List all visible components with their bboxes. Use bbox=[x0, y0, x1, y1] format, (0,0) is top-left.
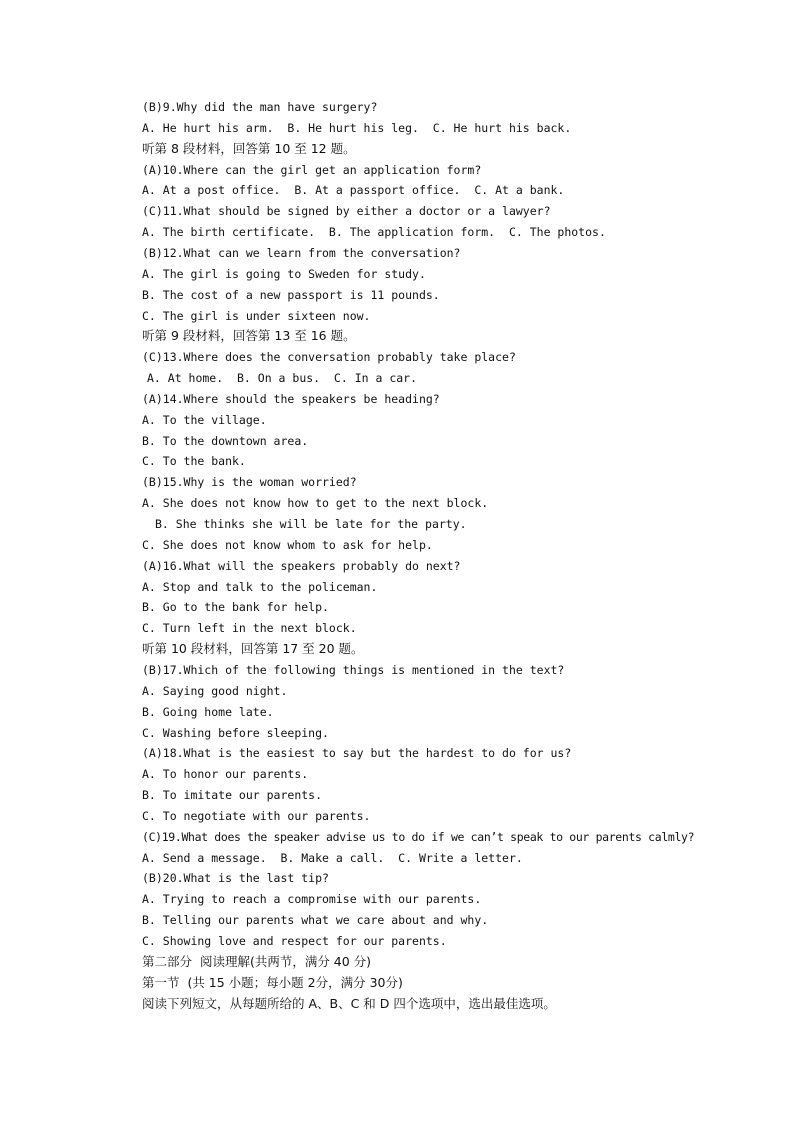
question-line: (C)19.What does the speaker advise us to do if we can’t speak to our parents calmly? bbox=[142, 829, 695, 844]
option-line: C. To the bank. bbox=[142, 454, 246, 469]
option-line: C. Showing love and respect for our parents. bbox=[142, 934, 447, 948]
option-line: A. The girl is going to Sweden for study. bbox=[142, 266, 426, 281]
option-line: A. He hurt his arm. B. He hurt his leg. C. He hurt his back. bbox=[142, 120, 572, 135]
question-line: (B)9.Why did the man have surgery? bbox=[142, 100, 378, 114]
option-line: A. To honor our parents. bbox=[142, 767, 309, 782]
option-line: A. Stop and talk to the policeman. bbox=[142, 579, 378, 594]
option-line: B. Going home late. bbox=[142, 704, 274, 719]
option-line: B. Telling our parents what we care about and why. bbox=[142, 913, 489, 928]
question-line: (B)20.What is the last tip? bbox=[142, 871, 329, 886]
section-heading: 第一节 (共 15 小题；每小题 2分，满分 30分) bbox=[142, 974, 403, 990]
option-line: A. To the village. bbox=[142, 412, 267, 427]
option-line: A. At home. B. On a bus. C. In a car. bbox=[147, 371, 418, 386]
section-heading: 听第 8 段材料，回答第 10 至 12 题。 bbox=[142, 140, 356, 156]
option-line: C. The girl is under sixteen now. bbox=[142, 308, 371, 323]
option-line: B. The cost of a new passport is 11 pounds. bbox=[142, 287, 440, 302]
question-line: (C)13.Where does the conversation probably take place? bbox=[142, 350, 516, 365]
option-line: C. Turn left in the next block. bbox=[142, 621, 357, 636]
section-heading: 阅读下列短文，从每题所给的 A、B、C 和 D 四个选项中，选出最佳选项。 bbox=[142, 995, 556, 1011]
option-line: B. To the downtown area. bbox=[142, 433, 309, 448]
option-line: A. Send a message. B. Make a call. C. Write a letter. bbox=[142, 850, 523, 865]
question-line: (A)16.What will the speakers probably do next? bbox=[142, 558, 461, 573]
option-line: A. Trying to reach a compromise with our parents. bbox=[142, 892, 482, 907]
option-line: C. She does not know whom to ask for help. bbox=[142, 537, 433, 552]
section-heading: 听第 9 段材料，回答第 13 至 16 题。 bbox=[142, 328, 356, 344]
option-line: A. She does not know how to get to the next block. bbox=[142, 496, 489, 511]
option-line: B. To imitate our parents. bbox=[142, 788, 323, 803]
question-line: (A)10.Where can the girl get an application form? bbox=[142, 162, 482, 177]
option-line: B. She thinks she will be late for the party. bbox=[155, 517, 467, 531]
question-line: (A)18.What is the easiest to say but the hardest to do for us? bbox=[142, 746, 572, 761]
option-line: B. Go to the bank for help. bbox=[142, 600, 329, 615]
question-line: (A)14.Where should the speakers be heading? bbox=[142, 391, 440, 406]
question-line: (B)15.Why is the woman worried? bbox=[142, 475, 357, 490]
question-line: (B)12.What can we learn from the conversation? bbox=[142, 245, 461, 260]
section-heading: 听第 10 段材料，回答第 17 至 20 题。 bbox=[142, 641, 364, 657]
question-line: (B)17.Which of the following things is mentioned in the text? bbox=[142, 662, 565, 677]
option-line: A. At a post office. B. At a passport office. C. At a bank. bbox=[142, 183, 565, 198]
option-line: A. The birth certificate. B. The application form. C. The photos. bbox=[142, 225, 606, 240]
option-line: C. Washing before sleeping. bbox=[142, 725, 329, 740]
section-heading: 第二部分 阅读理解(共两节，满分 40 分) bbox=[142, 953, 372, 969]
option-line: A. Saying good night. bbox=[142, 683, 288, 698]
question-line: (C)11.What should be signed by either a doctor or a lawyer? bbox=[142, 204, 551, 219]
option-line: C. To negotiate with our parents. bbox=[142, 808, 371, 823]
